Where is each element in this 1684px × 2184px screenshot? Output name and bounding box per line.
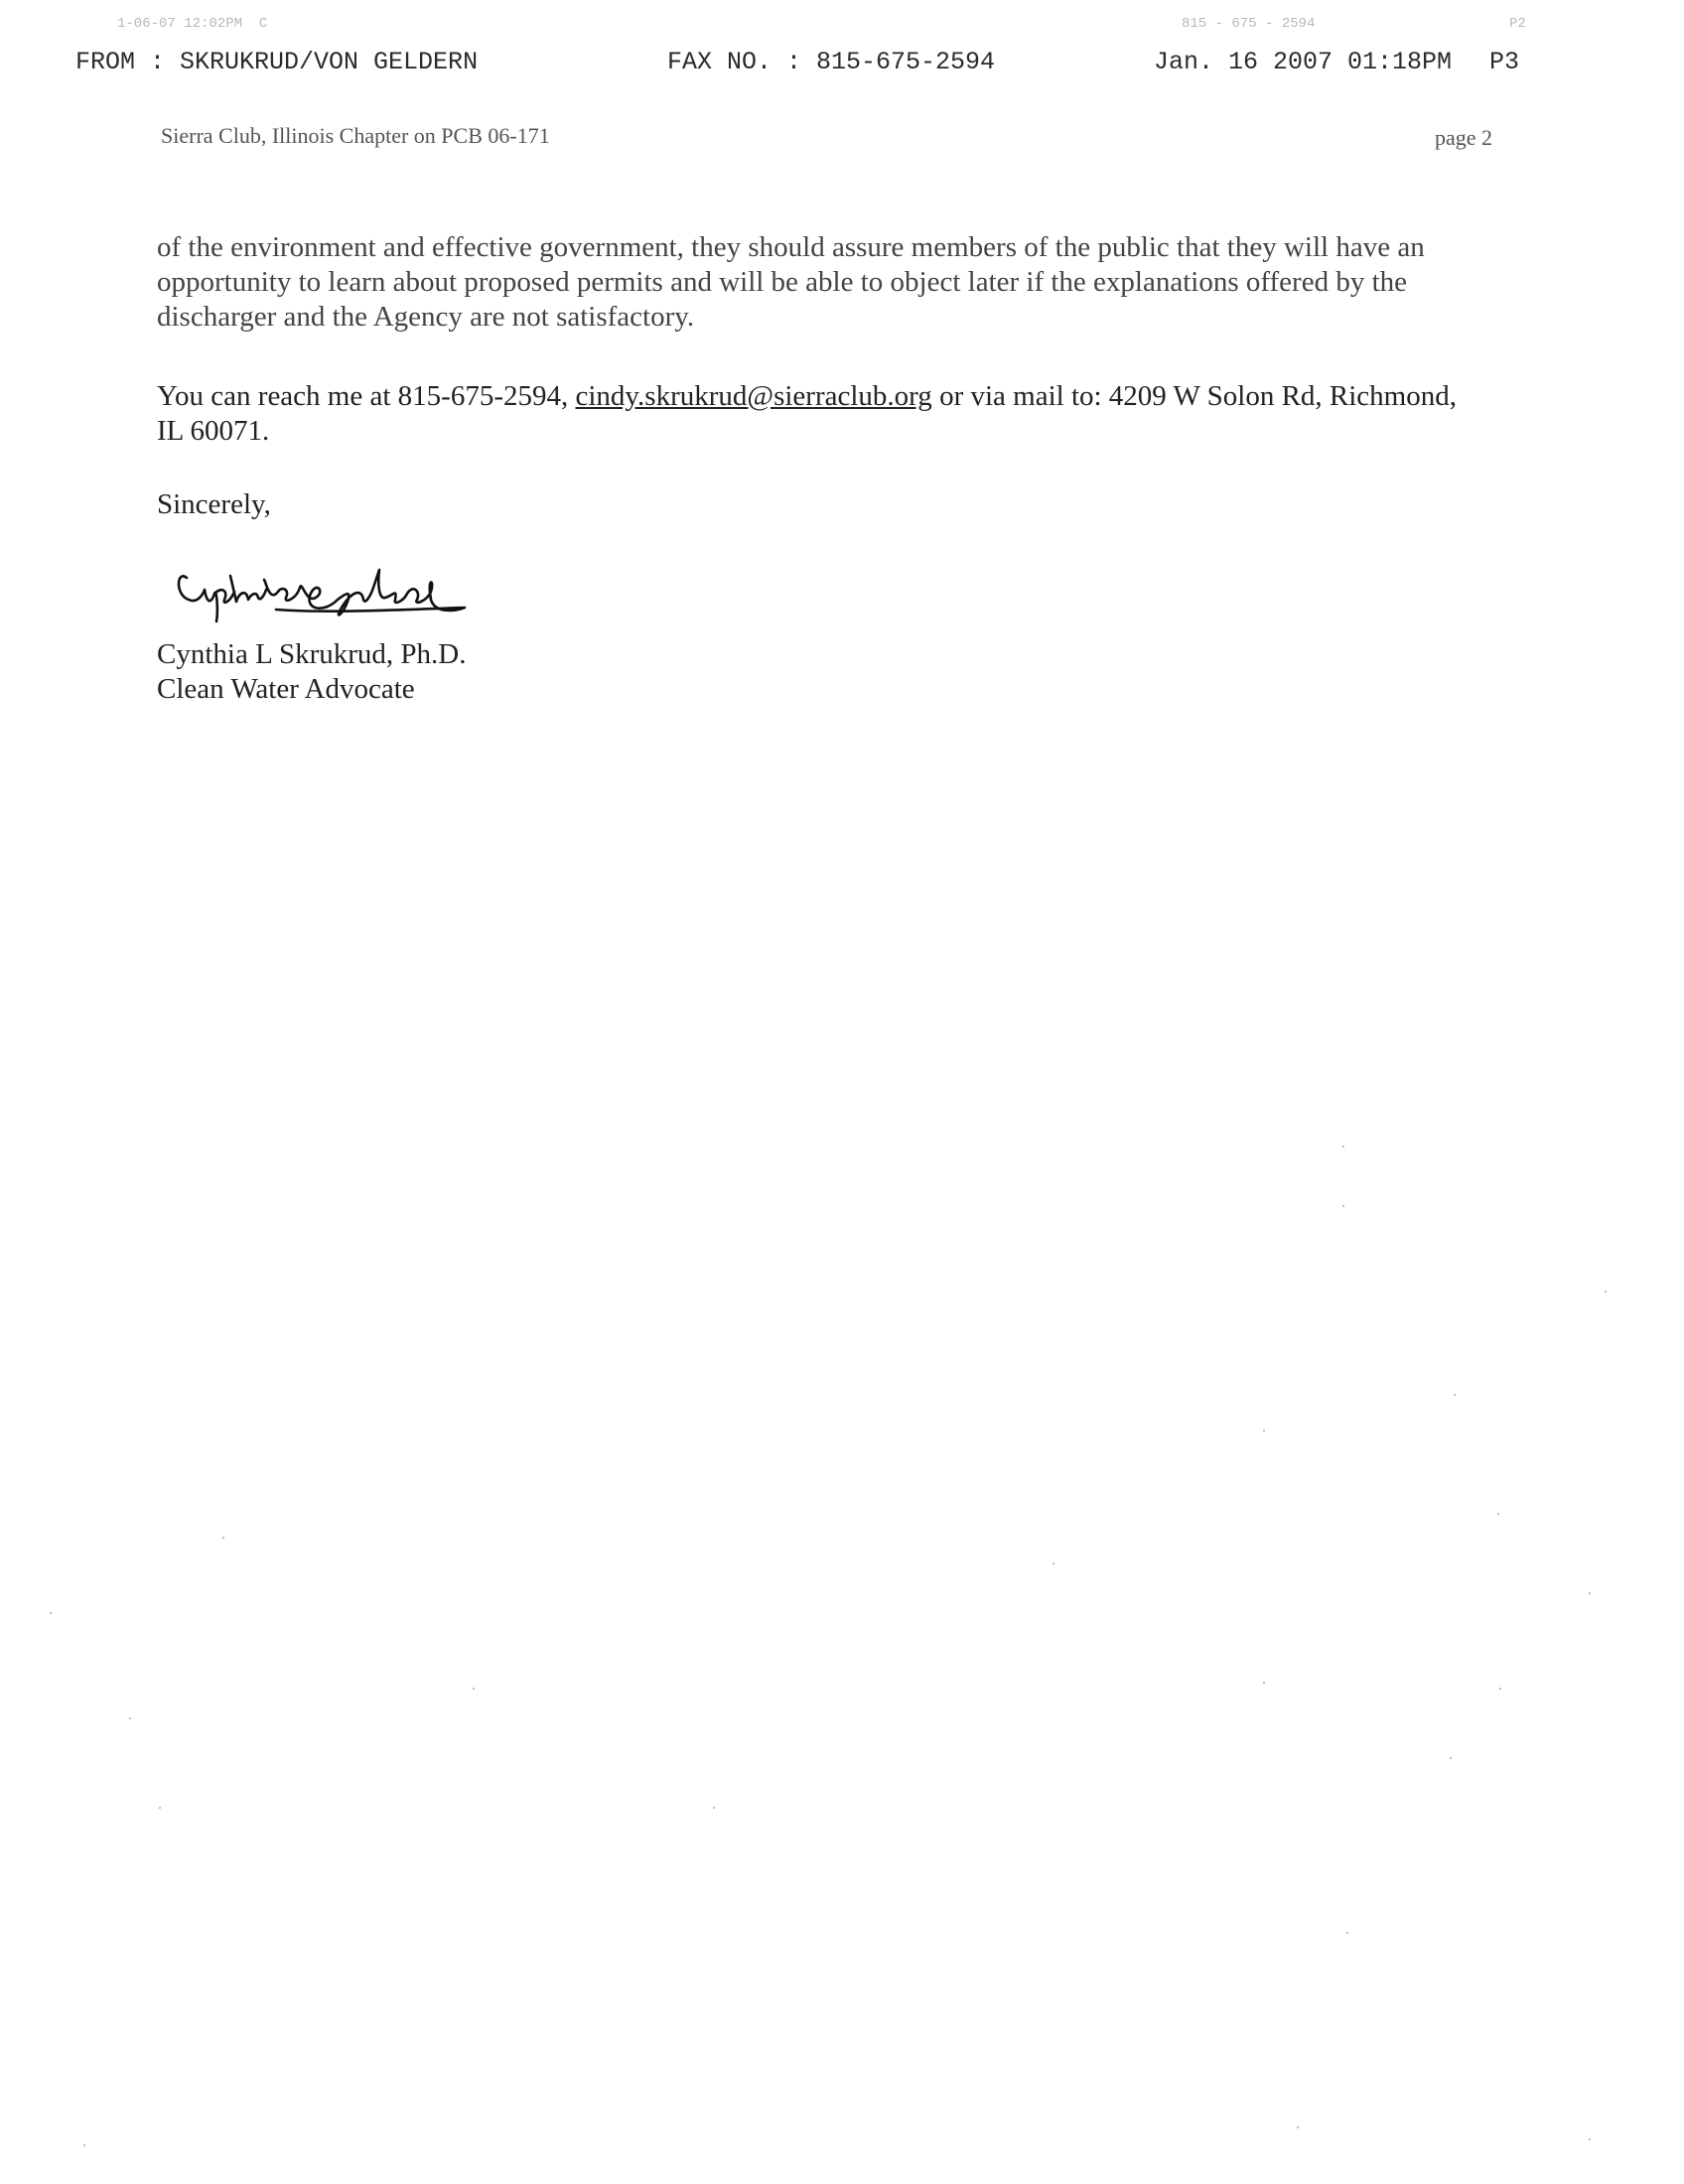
running-head: Sierra Club, Illinois Chapter on PCB 06-171 (161, 123, 550, 148)
scan-speck (1297, 2126, 1299, 2128)
scan-speck (1497, 1513, 1499, 1515)
fax-page-code: P3 (1489, 48, 1520, 76)
page-number: page 2 (1434, 125, 1492, 150)
scan-speck (473, 1688, 475, 1690)
fax-faint-right: 815 - 675 - 2594 (1182, 16, 1316, 32)
scan-speck (129, 1717, 131, 1719)
paragraph-1: of the environment and effective government, they should assure members of the public that they will have an opportunity to learn about proposed permits and will be able to object later if the explanations offered by the discharger and the Agency are not satisfactory. (157, 231, 1425, 333)
fax-number: FAX NO. : 815-675-2594 (667, 48, 996, 76)
contact-text-after: or via mail to: 4209 W Solon Rd, Richmond, IL 60071. (157, 380, 1457, 447)
signer-block (157, 637, 466, 707)
fax-faint-left: 1-06-07 12:02PM C (117, 16, 268, 32)
paragraph-contact (157, 379, 1487, 449)
scan-speck (1052, 1563, 1054, 1565)
fax-faint-header (0, 16, 1684, 40)
scan-speck (1450, 1757, 1452, 1759)
scan-speck (222, 1537, 224, 1539)
fax-header (0, 48, 1684, 87)
signer-title: Clean Water Advocate (157, 673, 415, 705)
scan-speck (1454, 1394, 1456, 1396)
fax-faint-corner: P2 (1509, 16, 1526, 32)
fax-from: FROM : SKRUKRUD/VON GELDERN (75, 48, 479, 76)
scan-speck (83, 2144, 85, 2146)
scan-speck (1605, 1291, 1607, 1293)
scan-speck (1499, 1688, 1501, 1690)
scan-speck (1263, 1682, 1265, 1684)
contact-text-before: You can reach me at 815-675-2594, (157, 380, 576, 412)
scan-speck (159, 1807, 161, 1809)
scan-speck (1342, 1146, 1344, 1148)
scan-speck (1342, 1205, 1344, 1207)
closing: Sincerely, (157, 488, 271, 520)
handwritten-signature (167, 540, 485, 629)
scan-speck (1589, 2138, 1591, 2140)
scan-speck (50, 1612, 52, 1614)
scan-speck (713, 1807, 715, 1809)
email-link[interactable]: cindy.skrukrud@sierraclub.org (575, 380, 932, 412)
scan-speck (1346, 1932, 1348, 1934)
fax-date: Jan. 16 2007 01:18PM (1154, 48, 1453, 76)
scan-speck (1589, 1592, 1591, 1594)
scan-speck (1263, 1430, 1265, 1432)
signer-name: Cynthia L Skrukrud, Ph.D. (157, 638, 467, 670)
